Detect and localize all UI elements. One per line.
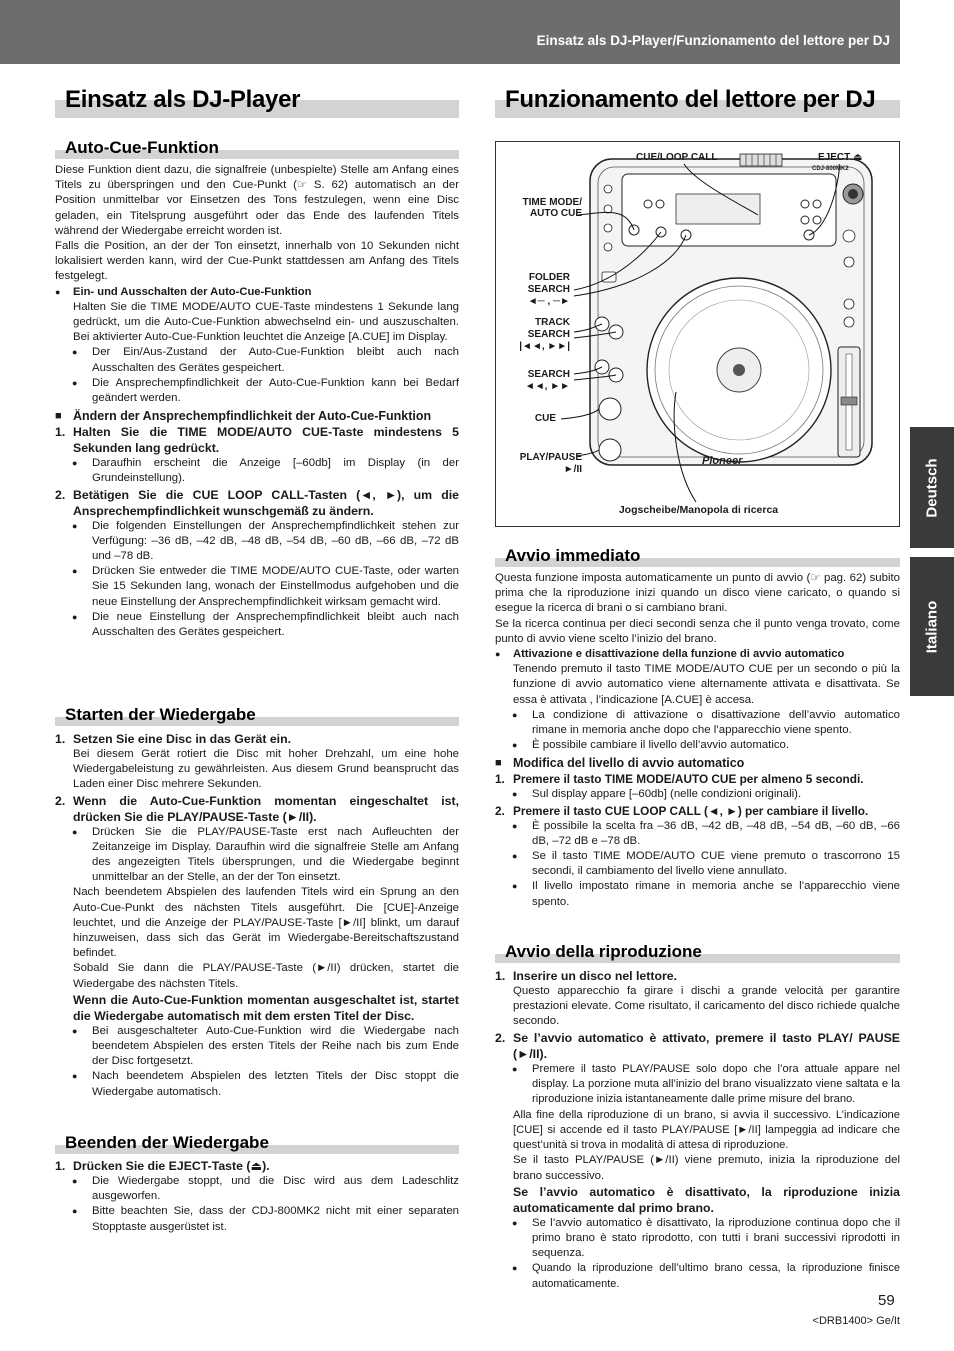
list-item: ● Die neue Einstellung der Ansprechempfindlichkeit bleibt auch nach Ausschalten des Gerätes gespeichert.: [55, 610, 459, 640]
step-2: 2. Premere il tasto CUE LOOP CALL (◄, ►) per cambiare il livello.: [495, 803, 869, 818]
right-page-title: Funzionamento del lettore per DJ: [495, 100, 900, 118]
list-item: ● Il livello impostato rimane in memoria anche se l’apparecchio viene spento.: [495, 879, 900, 909]
list-item: ● Quando la riproduzione dell’ultimo brano cessa, la riproduzione finisce automaticamente.: [495, 1261, 900, 1291]
cdj-figure: [495, 141, 900, 527]
step-2: 2. Se l’avvio automatico è attivato, premere il tasto PLAY/ PAUSE (►/II).: [495, 1030, 900, 1061]
playback-start-heading: Avvio della riproduzione: [495, 954, 900, 963]
step-2: 2. Wenn die Auto-Cue-Funktion momentan eingeschaltet ist, drücken Sie die PLAY/PAUSE-Taste (►/II).: [55, 793, 459, 824]
sensitivity-heading: ■ Ändern der Ansprechempfindlichkeit der Auto-Cue-Funktion: [55, 409, 459, 424]
step-1: 1. Inserire un disco nel lettore.: [495, 969, 678, 983]
brand-logo: Pioneer: [702, 455, 743, 467]
list-item: ● Drücken Sie entweder die TIME MODE/AUTO CUE-Taste, oder warten Sie 15 Sekunden lang, wonach der Einstellmodus aufgehoben und die neue Einstellung der Ansprechempfindlichkeit wirksam gemacht wird.: [55, 564, 459, 610]
list-item: ● La condizione di attivazione o disattivazione dell’avvio automatico rimane in memoria anche dopo che l’apparecchio viene spento.: [495, 708, 900, 738]
label-search: SEARCH ◄◄, ►►: [524, 369, 570, 392]
immediate-intro: Questa funzione imposta automaticamente un punto di avvio (☞ pag. 62) subito prima che la riproduzione inizi quando un disco viene caricato, o quando si esegue la ricerca di brani o si cambiano brani.: [495, 572, 900, 615]
stop-playback-section: [55, 1158, 459, 1235]
immediate-start-section: [495, 571, 900, 910]
list-item: ● Die Wiedergabe stoppt, und die Disc wird aus dem Ladeschlitz ausgeworfen.: [55, 1174, 459, 1204]
immediate-start-heading: Avvio immediato: [495, 558, 900, 567]
list-item: ● Premere il tasto PLAY/PAUSE solo dopo che l’ora attuale appare nel display. La porzione muta all’inizio del brano visualizzato viene saltata e la riproduzione inizia istantaneamente dalle prime misure del brano.: [495, 1062, 900, 1108]
list-item: ● Bei ausgeschalteter Auto-Cue-Funktion wird die Wiedergabe nach beendetem Abspielen des ersten Titels der Reihe nach bis zum Ende der Disc fortgesetzt.: [55, 1024, 459, 1070]
auto-cue-off-heading: Wenn die Auto-Cue-Funktion momentan ausgeschaltet ist, startet die Wiedergabe automatisch mit dem ersten Titel der Disc.: [73, 992, 459, 1023]
tab-deutsch[interactable]: Deutsch: [910, 427, 954, 548]
list-item: ● Sul display appare [–60db] (nelle condizioni originali).: [495, 787, 900, 802]
list-item: ● Nach beendetem Abspielen des letzten Titels der Disc stoppt die Wiedergabe automatisch.: [55, 1069, 459, 1099]
start-playback-heading: Starten der Wiedergabe: [55, 717, 459, 726]
step-2: 2. Betätigen Sie die CUE LOOP CALL-Tasten (◄, ►), um die Ansprechempfindlichkeit wunschgemäß zu ändern.: [55, 487, 459, 518]
document-code: <DRB1400> Ge/It: [812, 1315, 900, 1327]
step-text: Sobald Sie dann die PLAY/PAUSE-Taste (►/II) drücken, startet die Wiedergabe des nächsten Titels.: [73, 962, 459, 990]
auto-start-off-heading: Se l’avvio automatico è disattivato, la riproduzione inizia automaticamente dal primo brano.: [513, 1184, 900, 1215]
list-item: ● Die folgenden Einstellungen der Ansprechempfindlichkeit stehen zur Verfügung: –36 dB, –42 dB, –48 dB, –54 dB, –60 dB, –66 dB, –72 dB und –78 dB.: [55, 519, 459, 565]
step-text: Bei diesem Gerät rotiert die Disc mit hoher Drehzahl, um eine hohe Wiedergabeleistung zu gewährleisten. Aus diesem Grund beansprucht das Laden einer Disc mehrere Sekunden.: [73, 748, 459, 791]
list-item: ● Drücken Sie die PLAY/PAUSE-Taste erst nach Aufleuchten der Zeitanzeige im Display. Daraufhin wird die signalfreie Stelle am Anfang des angezeigten Titels übersprungen, und die Wiedergabe beginnt unmittelbar an der Stelle, an der der Ton einsetzt.: [55, 825, 459, 886]
start-playback-section: [55, 731, 459, 1100]
auto-cue-intro: Diese Funktion dient dazu, die signalfreie (unbespielte) Stelle am Anfang eines Titels zu überspringen und den Cue-Punkt (☞ S. 62) automatisch an der Position unmittelbar vor Einsetzen des Tons festzulegen, wenn eine Disc geladen, ein Titelsprung ausgeführt oder das Ende des laufenden Titels während der Wiedergabe erreicht worden ist.: [55, 164, 459, 237]
label-jog-dial: Jogscheibe/Manopola di ricerca: [618, 504, 779, 516]
list-item: ● È possibile la scelta fra –36 dB, –42 dB, –48 dB, –54 dB, –60 dB, –66 dB, –72 dB e –78 dB.: [495, 819, 900, 849]
label-track-search: TRACK SEARCH |◄◄, ►►|: [519, 317, 570, 352]
label-time-mode: TIME MODE/ AUTO CUE: [522, 197, 582, 219]
list-item: ● Se il tasto TIME MODE/AUTO CUE viene premuto o trascorrono 15 secondi, il cambiamento del livello viene annullato.: [495, 849, 900, 879]
list-item: ● Se l’avvio automatico è disattivato, la riproduzione continua dopo che il primo brano è stato riprodotto, con tutti i brani successivi riprodotti in sequenza.: [495, 1216, 900, 1262]
label-cue-loop-call: CUE/LOOP CALL: [636, 152, 718, 163]
immediate-intro-2: Se la ricerca continua per dieci secondi senza che il punto venga trovato, come punto di avvio viene scelto l’inizio del brano.: [495, 617, 900, 645]
step-1: 1. Premere il tasto TIME MODE/AUTO CUE per almeno 5 secondi.: [495, 772, 864, 787]
step-1: 1. Drücken Sie die EJECT-Taste (⏏).: [55, 1159, 270, 1173]
stop-playback-heading: Beenden der Wiedergabe: [55, 1145, 459, 1154]
level-heading: ■ Modifica del livello di avvio automatico: [495, 756, 900, 771]
header-title: Einsatz als DJ-Player/Funzionamento del lettore per DJ: [536, 33, 890, 48]
immediate-onoff-heading: ● Attivazione e disattivazione della funzione di avvio automatico: [495, 647, 900, 662]
immediate-onoff-text: Tenendo premuto il tasto TIME MODE/AUTO CUE per un secondo o più la funzione di avvio automatico viene alternamente attivata e disattivata. Se essa è attivata , l’indicazione [A.CUE] è accesa.: [513, 663, 900, 706]
label-cue: CUE: [534, 413, 556, 424]
auto-cue-section: [55, 163, 459, 640]
list-item: ● Bitte beachten Sie, dass der CDJ-800MK2 nicht mit einer separaten Stopptaste ausgerüstet ist.: [55, 1204, 459, 1234]
step-1: 1. Setzen Sie eine Disc in das Gerät ein.: [55, 732, 292, 746]
step-text: Alla fine della riproduzione di un brano, si avvia il successivo. L’indicazione [CUE] si accende ed il tasto PLAY/PAUSE [►/II] lampeggia ad indicare che quest’unità si trova in modalità di attesa di riproduzione.: [513, 1108, 900, 1152]
auto-cue-heading: Auto-Cue-Funktion: [55, 150, 459, 159]
step-text: Nach beendetem Abspielen des laufenden Titels wird ein Sprung an den Auto-Cue-Punkt des nächsten Titels ausgeführt. Die [CUE]-Anzeige leuchtet, und die Anzeige der PLAY/PAUSE-Taste [►/II] blinkt, um darauf hinzuweisen, dass sich das Gerät im Wiedergabe-Bereitschaftszustand befindet.: [73, 886, 459, 960]
page-number: 59: [878, 1292, 895, 1309]
playback-start-section: [495, 968, 900, 1292]
auto-cue-onoff-heading: ● Ein- und Ausschalten der Auto-Cue-Funktion: [55, 285, 459, 300]
label-folder-search: FOLDER SEARCH ◄─ , ─►: [527, 272, 570, 307]
list-item: ● Der Ein/Aus-Zustand der Auto-Cue-Funktion bleibt auch nach Ausschalten des Gerätes gespeichert.: [55, 345, 459, 375]
auto-cue-intro-2: Falls die Position, an der der Ton einsetzt, innerhalb von 10 Sekunden nicht lokalisiert werden kann, wird der Cue-Punkt stattdessen am Anfang des Titels festgelegt.: [55, 240, 459, 283]
left-page-title: Einsatz als DJ-Player: [55, 100, 459, 118]
list-item: ● Die Ansprechempfindlichkeit der Auto-Cue-Funktion kann bei Bedarf geändert werden.: [55, 376, 459, 406]
auto-cue-onoff-text: Halten Sie die TIME MODE/AUTO CUE-Taste mindestens 1 Sekunde lang gedrückt, um die Auto-Cue-Funktion abwechselnd ein- und auszuschalten. Bei aktivierter Auto-Cue-Funktion leuchtet die Anzeige [A.CUE] im Display.: [73, 300, 459, 344]
list-item: ● È possibile cambiare il livello dell’avvio automatico.: [495, 738, 900, 753]
model-name: CDJ-800MK2: [812, 166, 849, 172]
label-play-pause: PLAY/PAUSE ►/II: [519, 452, 582, 475]
label-eject: EJECT ⏏: [818, 152, 863, 163]
step-text: Questo apparecchio fa girare i dischi a grande velocità per garantire prestazioni elevate. Come risultato, il caricamento del disco richiede qualche secondo.: [513, 985, 900, 1028]
list-item: ● Daraufhin erscheint die Anzeige [–60db] im Display (in der Grundeinstellung).: [55, 456, 459, 486]
tab-italiano[interactable]: Italiano: [910, 557, 954, 696]
page-header-bar: [0, 0, 900, 64]
step-1: 1. Halten Sie die TIME MODE/AUTO CUE-Taste mindestens 5 Sekunden lang gedrückt.: [55, 425, 459, 456]
step-text: Se il tasto PLAY/PAUSE (►/II) viene premuto, inizia la riproduzione del brano successivo.: [513, 1154, 900, 1182]
